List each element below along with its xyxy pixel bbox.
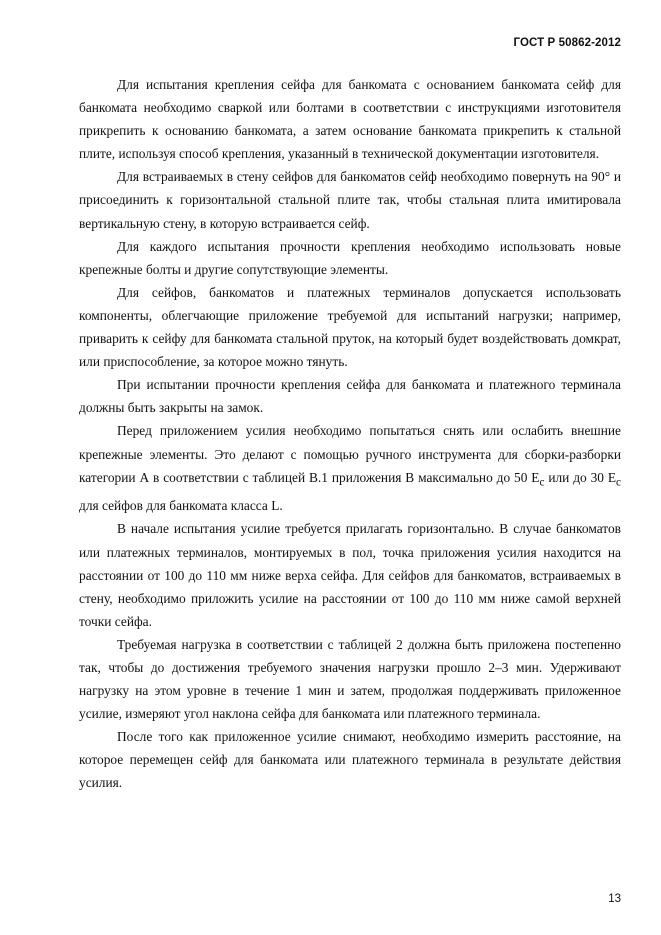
document-header: ГОСТ Р 50862-2012 [513,37,621,49]
document-body [79,73,621,795]
paragraph-3: Для каждого испытания прочности крепления необходимо использовать новые крепежные болты и другие сопутствующие элементы. [79,238,621,277]
paragraph-1: Для испытания крепления сейфа для банкомата с основанием банкомата сейф для банкомата необходимо сваркой или болтами в соответствии с инструкциями изготовителя прикрепить к основанию банкомата, а затем основание банкомата прикрепить к стальной плите, используя способ крепления, указанный в технической документации изготовителя. [79,77,621,162]
subscript-c: c [539,476,545,489]
paragraph-7: В начале испытания усилие требуется прилагать горизонтально. В случае банкоматов или платежных терминалов, монтируемых в пол, точка приложения усилия находится на расстоянии от 100 до 110 мм ниже верха сейфа. Для сейфов для банкоматов, встраиваемых в стену, необходимо приложить усилие на расстоянии от 100 до 110 мм ниже самой верхней точки сейфа. [79,521,621,629]
paragraph-6 [79,419,621,517]
paragraph-8: Требуемая нагрузка в соответствии с таблицей 2 должна быть приложена постепенно так, чтобы до достижения требуемого значения нагрузки прошло 2–3 мин. Удерживают нагрузку на этом уровне в течение 1 мин и затем, продолжая поддерживать приложенное усилие, измеряют угол наклона сейфа для банкомата или платежного терминала. [79,636,621,722]
paragraph-4: Для сейфов, банкоматов и платежных терминалов допускается использовать компоненты, облегчающие приложение требуемой для испытаний нагрузки; например, приварить к сейфу для банкомата стальной пруток, на который будет воздействовать домкрат, или приспособление, за которое можно тянуть. [79,284,621,370]
subscript-c-2: c [616,476,621,489]
paragraph-6-end: для сейфов для банкомата класса L. [79,498,283,514]
paragraph-5: При испытании прочности крепления сейфа для банкомата и платежного терминала должны быть закрыты на замок. [79,377,621,416]
page-number: 13 [608,893,621,905]
paragraph-2: Для встраиваемых в стену сейфов для банкоматов сейф необходимо повернуть на 90° и присоединить к горизонтальной стальной плите так, чтобы стальная плита имитировала вертикальную стену, в которую встраивается сейф. [79,169,621,231]
paragraph-6-text: Перед приложением усилия необходимо попытаться снять или ослабить внешние крепежные элементы. Это делают с помощью ручного инструмента для сборки-разборки категории А в соответствии с таблицей В.1 приложения В максимально до 50 E [79,423,621,485]
paragraph-9: После того как приложенное усилие снимают, необходимо измерить расстояние, на которое перемещен сейф для банкомата или платежного терминала в результате действия усилия. [79,729,621,791]
paragraph-6-mid: или до 30 E [544,469,617,485]
